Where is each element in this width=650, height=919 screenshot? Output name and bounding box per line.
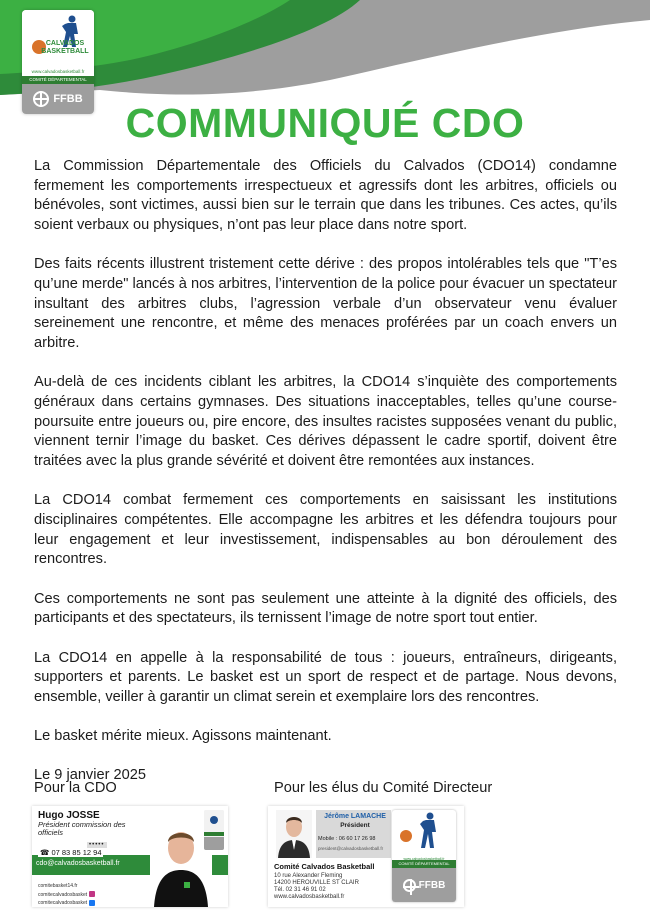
social-web[interactable]: comitebasket14.fr [38,883,78,889]
social-facebook[interactable]: comitecalvadosbasket [38,899,95,907]
card-socials [38,882,95,907]
paragraph-6: La CDO14 en appelle à la responsabilité de tous : joueurs, entraîneurs, dirigeants, supporters et parents. Le basket est un sport de respect et de partage. Nous devons, ensemble, veiller à garantir un climat serein et exemplaire lors des rencontres. [34,649,617,705]
mini-logo-icon [204,810,224,850]
logo-name: CALVADOS BASKETBALL [41,40,89,55]
date-line: Le 9 janvier 2025 [34,767,146,784]
paragraph-1: La Commission Départementale des Officiels du Calvados (CDO14) condamne fermement les comportements irrespectueux et agressifs dont les arbitres, officiels ou bénévoles, sont victimes, aussi bien sur le terrain que dans les tribunes. Ces actes, qu’ils soient verbaux ou physiques, n’ont pas leur place dans notre sport. [34,158,617,234]
card-phone: ☎ 07 83 85 12 94 [40,848,102,857]
portrait-photo [150,822,212,907]
portrait-photo-2 [276,810,312,858]
card2-role: Président [340,822,370,829]
phone-icon: ☎ [40,848,50,857]
calvados-basketball-logo-small [392,810,456,902]
calvados-basketball-logo [22,10,94,114]
logo-band: COMITÉ DÉPARTEMENTAL [22,76,94,84]
card-email[interactable]: cdo@calvadosbasketball.fr [36,860,120,867]
signature-label-cdo: Pour la CDO [34,780,117,796]
logo2-url: www.calvadosbasketball.fr [403,857,445,861]
card-role: Président commission des officiels [38,820,126,837]
card2-email[interactable]: president@calvadosbasketball.fr [318,846,384,851]
logo-url: www.calvadosbasketball.fr [31,69,85,74]
card-dots: ••••• [89,842,105,848]
instagram-icon [89,891,95,897]
facebook-icon [89,900,95,906]
ffbb-ball-icon [403,879,416,892]
paragraph-3: Au-delà de ces incidents ciblant les arbitres, la CDO14 s’inquiète des comportements généraux dans certains gymnases. Des situations inacceptables, telles qu’une course-poursuite entre joueurs ou, pire encore, des insultes racistes supposées venant du public, viennent ternir l’image du basket. Ces dérives dépassent le cadre sportif, doivent être traitées avec la plus grande sévérité et doivent être remontées aux instances. [34,374,617,470]
ffbb-logo-small: FFBB [392,868,456,902]
paragraph-2: Des faits récents illustrent tristement cette dérive : des propos intolérables tels que "T’es qu’une merde" lancés à nos arbitres, l’intervention de la police pour évacuer un spectateur insultant des arbitres clubs, l’agression verbale d’un observateur venu évaluer sereinement une rencontre, et même des menaces proférées par un coach envers un arbitre. [34,256,617,352]
social-instagram[interactable]: comitecalvadosbasket [38,891,95,900]
card2-org: Comité Calvados Basketball [274,862,375,871]
closing-line: Le basket mérite mieux. Agissons maintenant. [34,728,332,745]
card-name: Hugo JOSSE [38,810,100,821]
card2-name: Jérôme LAMACHE [324,813,386,820]
paragraph-4: La CDO14 combat fermement ces comportements en saisissant les institutions disciplinaires compétentes. Elle accompagne les arbitres et les défendra toujours pour leur engagement et leur investissement, indispensables au bon déroulement des rencontres. [34,492,617,568]
ffbb-logo: FFBB [22,84,94,114]
signature-label-comite: Pour les élus du Comité Directeur [274,780,493,796]
card2-mobile: Mobile : 06 60 17 26 98 [318,836,376,842]
card2-website[interactable]: www.calvadosbasketball.fr [274,894,345,900]
communique-body [34,157,617,806]
signature-card-jerome-lamache [268,806,464,907]
player-silhouette-icon [392,810,456,852]
signature-card-hugo-josse [32,806,228,907]
page-title: COMMUNIQUÉ CDO [125,100,525,146]
logo2-band: COMITÉ DÉPARTEMENTAL [392,860,456,868]
card2-address: 10 rue Alexander Fleming 14200 HEROUVILLE ST CLAIR Tél. 02 31 46 91 02 www.calvadosbasketball.fr [274,873,359,900]
paragraph-5: Ces comportements ne sont pas seulement une atteinte à la dignité des officiels, des participants et des spectateurs, ils ternissent l’image de notre sport tout entier. [34,590,617,627]
